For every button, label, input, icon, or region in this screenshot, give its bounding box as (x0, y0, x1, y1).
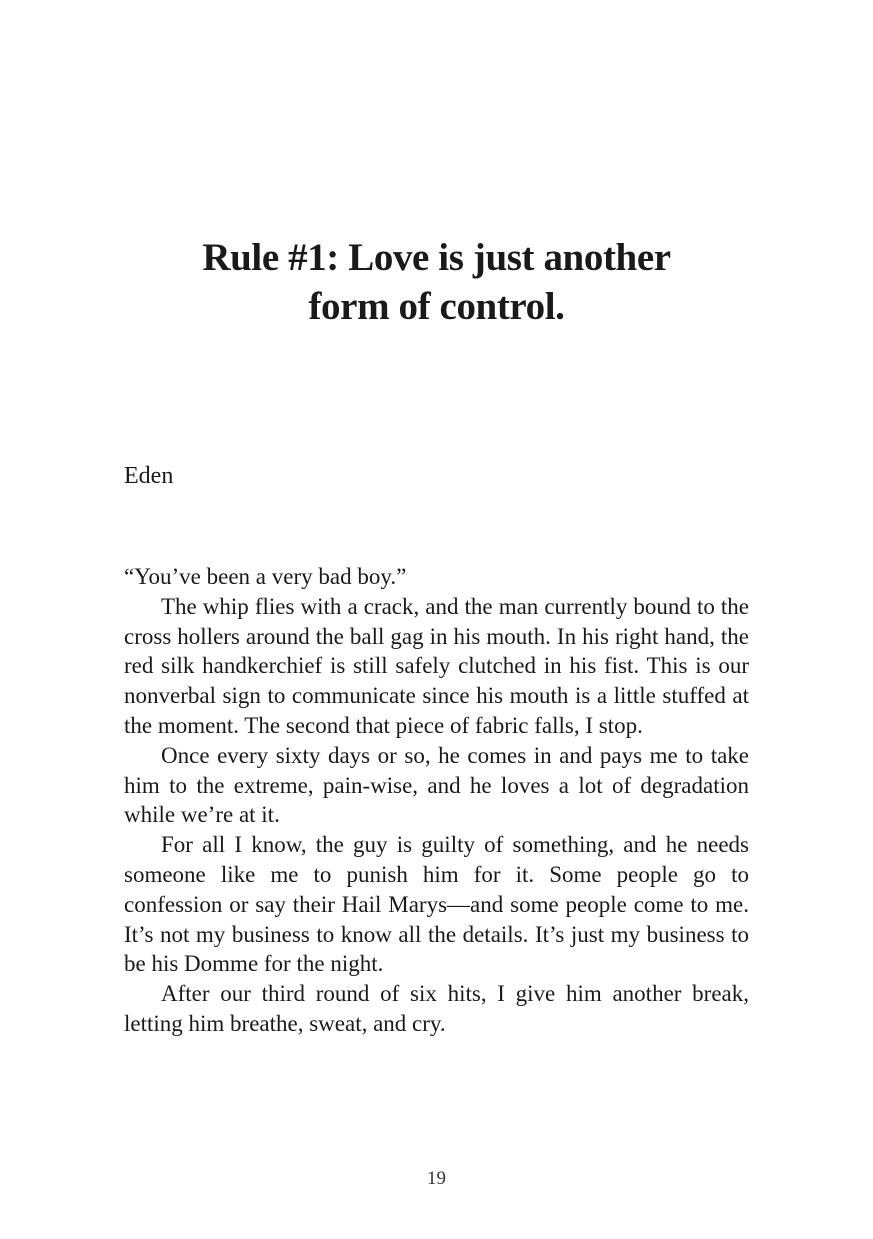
paragraph: The whip flies with a crack, and the man currently bound to the cross hollers around the ball gag in his mouth. In his right hand, the red silk handkerchief is still safely clutched in his fist. This is our nonverbal sign to communicate since his mouth is a little stuffed at the moment. The second that piece of fabric falls, I stop. (124, 593, 749, 738)
chapter-title (120, 233, 753, 331)
chapter-title-line-1: Rule #1: Love is just another (202, 236, 671, 279)
paragraph-dialogue: “You’ve been a very bad boy.” (124, 564, 407, 589)
paragraph: For all I know, the guy is guilty of something, and he needs someone like me to punish him for it. Some people go to confession or say their Hail Marys—and some people come to me. It’s not my business to know all the details. It’s just my business to be his Domme for the night. (124, 832, 749, 977)
page-number: 19 (427, 1168, 446, 1189)
chapter-title-line-2: form of control. (308, 285, 565, 328)
paragraph: Once every sixty days or so, he comes in and pays me to take him to the extreme, pain-wise, and he loves a lot of degradation while we’re at it. (124, 742, 749, 828)
paragraph: After our third round of six hits, I give him another break, letting him breathe, sweat, and cry. (124, 981, 749, 1036)
chapter-body (124, 562, 749, 1039)
pov-character-name: Eden (124, 463, 174, 489)
